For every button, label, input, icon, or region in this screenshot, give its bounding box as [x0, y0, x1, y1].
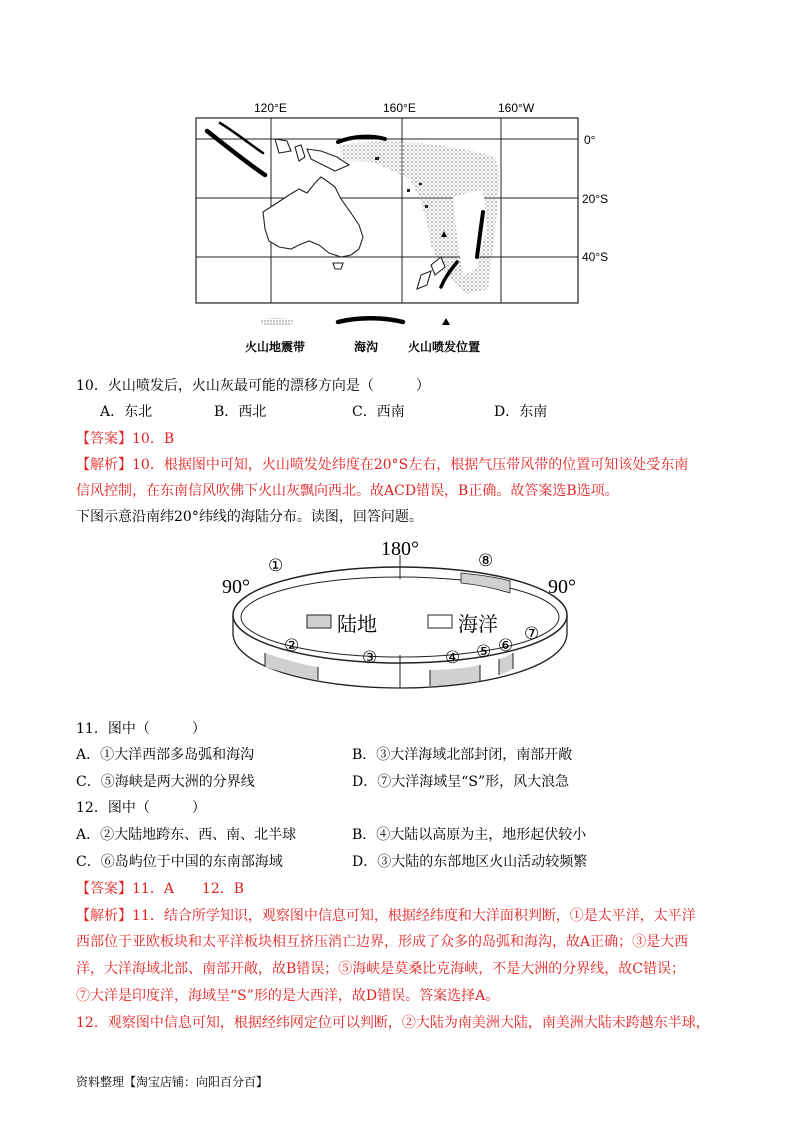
q10-analysis-line-2: 信风控制，在东南信风吹佛下火山灰飘向西北。故ACD错误，B正确。故答案选B选项。 [76, 483, 619, 499]
analysis-line-5: 12．观察图中信息可知，根据经纬网定位可以判断，②大陆为南美洲大陆，南美洲大陆未跨越东半球， [76, 1015, 710, 1031]
legend-ocean-label: 海洋 [458, 614, 498, 636]
lat-label-0: 0° [584, 133, 596, 147]
map-legend-symbols [258, 314, 458, 330]
latitude-ring-diagram [225, 555, 575, 705]
q12-option-a: A．②大陆地跨东、西、南、北半球 [76, 827, 297, 843]
q11-option-c: C．⑤海峡是两大洲的分界线 [76, 774, 255, 790]
land-segment-8 [461, 573, 510, 593]
q11-option-d: D．⑦大洋海域呈“S”形，风大浪急 [352, 774, 570, 790]
pacific-map [195, 117, 580, 307]
q11-option-a: A．①大洋西部多岛弧和海沟 [76, 747, 255, 763]
ring-num-4: ④ [445, 648, 461, 668]
q10-stem: 10．火山喷发后，火山灰最可能的漂移方向是（ ） [76, 378, 430, 394]
q10-answer: 【答案】10．B [76, 431, 175, 447]
analysis-line-4: ⑦大洋是印度洋，海域呈“S”形的是大西洋，故D错误。答案选择A。 [76, 988, 500, 1004]
lon-label-120e: 120°E [254, 101, 287, 115]
legend-trench: 海沟 [354, 340, 379, 354]
legend-land-swatch [307, 615, 331, 628]
ring-label-90-left: 90° [222, 576, 250, 598]
q10-option-b: B．西北 [214, 404, 267, 420]
section-intro: 下图示意沿南纬20°纬线的海陆分布。读图，回答问题。 [76, 509, 423, 525]
ring-num-1: ① [268, 556, 284, 576]
ring-num-3: ③ [362, 648, 378, 668]
legend-ocean-swatch [428, 615, 452, 628]
ring-num-6: ⑥ [498, 636, 514, 656]
lat-label-40s: 40°S [582, 250, 609, 264]
lat-label-20s: 20°S [582, 192, 609, 206]
q10-option-d: D．东南 [494, 404, 548, 420]
legend-eruption: 火山喷发位置 [408, 340, 481, 354]
ring-label-90-right: 90° [548, 576, 576, 598]
q10-option-a: A．东北 [100, 404, 153, 420]
page-footer: 资料整理【淘宝店铺：向阳百分百】 [76, 1075, 269, 1089]
q11-stem: 11．图中（ ） [76, 721, 206, 737]
analysis-line-3: 洋，大洋海域北部、南部开敞，故B错误；⑤海峡是莫桑比克海峡，不是大洲的分界线，故C错误； [76, 961, 685, 977]
q10-option-c: C．西南 [352, 404, 405, 420]
analysis-line-1: 【解析】11．结合所学知识，观察图中信息可知，根据经纬度和大洋面积判断，①是太平洋，太平洋 [76, 908, 696, 924]
q12-option-c: C．⑥岛屿位于中国的东南部海域 [76, 854, 283, 870]
analysis-line-2: 西部位于亚欧板块和太平洋板块相互挤压消亡边界，形成了众多的岛弧和海沟，故A正确；③是大西 [76, 934, 689, 950]
answer-11-12: 【答案】11．A 12．B [76, 881, 245, 897]
ring-num-7: ⑦ [524, 624, 540, 644]
q10-analysis-line-1: 【解析】10．根据图中可知，火山喷发处纬度在20°S左右，根据气压带风带的位置可知该处受东南 [76, 457, 689, 473]
q11-option-b: B．③大洋海域北部封闭，南部开敞 [352, 747, 573, 763]
legend-land-label: 陆地 [337, 614, 377, 636]
q12-stem: 12．图中（ ） [76, 800, 206, 816]
ring-num-2: ② [284, 636, 300, 656]
ring-num-5: ⑤ [476, 642, 492, 662]
lon-label-160w: 160°W [498, 101, 535, 115]
lon-label-160e: 160°E [383, 101, 416, 115]
ring-label-180: 180° [381, 538, 419, 560]
q12-option-b: B．④大陆以高原为主，地形起伏较小 [352, 827, 587, 843]
legend-volcano-belt: 火山地震带 [245, 340, 306, 354]
ring-num-8: ⑧ [478, 551, 494, 571]
q12-option-d: D．③大陆的东部地区火山活动较频繁 [352, 854, 588, 870]
